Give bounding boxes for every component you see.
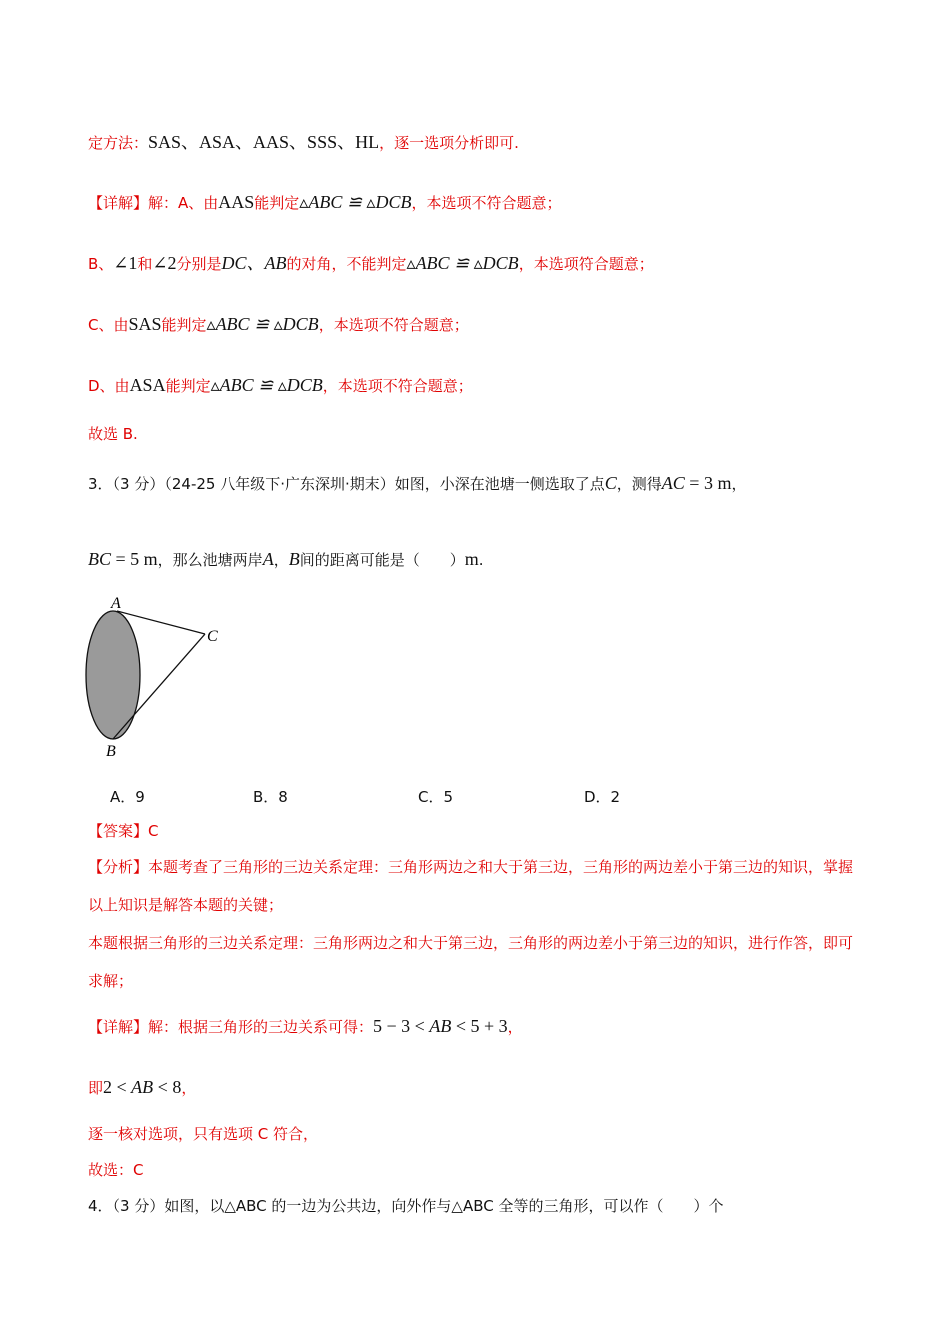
label-a: A — [111, 595, 121, 612]
label-b: B — [106, 743, 116, 760]
option-a: A．9 — [110, 788, 145, 806]
q3-answer: 【答案】C — [88, 822, 159, 840]
pond-figure — [80, 590, 230, 765]
q2-detail-c: C、由SAS能判定▵ABC ≌ ▵DCB，本选项不符合题意； — [88, 314, 469, 334]
q2-detail-b: B、∠1和∠2分别是DC、AB的对角，不能判定▵ABC ≌ ▵DCB，本选项符合题意； — [88, 253, 654, 273]
q3-question-line1: 3．（3 分）（24-25 八年级下·广东深圳·期末）如图，小深在池塘一侧选取了点C，测得AC = 3 m， — [88, 473, 747, 493]
q2-detail-d: D、由ASA能判定▵ABC ≌ ▵DCB，本选项不符合题意； — [88, 375, 473, 395]
q2-method-line: 定方法：SAS、ASA、AAS、SSS、HL，逐一选项分析即可. — [88, 132, 519, 152]
q2-conclusion: 故选 B. — [88, 425, 138, 443]
pond-ellipse — [86, 611, 140, 739]
q4-question: 4．（3 分）如图，以△ABC 的一边为公共边，向外作与△ABC 全等的三角形，可以作（ ）个 — [88, 1197, 724, 1215]
option-c: C．5 — [418, 788, 454, 806]
q3-inequality: 即2 < AB < 8， — [88, 1077, 197, 1097]
q2-detail-a: 【详解】解：A、由AAS能判定▵ABC ≌ ▵DCB，本选项不符合题意； — [88, 192, 562, 212]
option-b: B．8 — [253, 788, 288, 806]
q3-analysis-2: 本题根据三角形的三边关系定理：三角形两边之和大于第三边，三角形的两边差小于第三边的知识，进行作答，即可求解； — [88, 934, 854, 990]
option-d: D．2 — [584, 788, 621, 806]
q3-detail: 【详解】解：根据三角形的三边关系可得：5 − 3 < AB < 5 + 3， — [88, 1016, 523, 1036]
q3-analysis: 【分析】本题考查了三角形的三边关系定理：三角形两边之和大于第三边，三角形的两边差小于第三边的知识，掌握以上知识是解答本题的关键； — [88, 858, 854, 914]
label-c: C — [207, 628, 218, 645]
q3-final: 故选：C — [88, 1161, 144, 1179]
q3-question-line2: BC = 5 m，那么池塘两岸A，B间的距离可能是（ ）m. — [88, 549, 484, 569]
q3-check: 逐一核对选项，只有选项 C 符合， — [88, 1125, 319, 1143]
